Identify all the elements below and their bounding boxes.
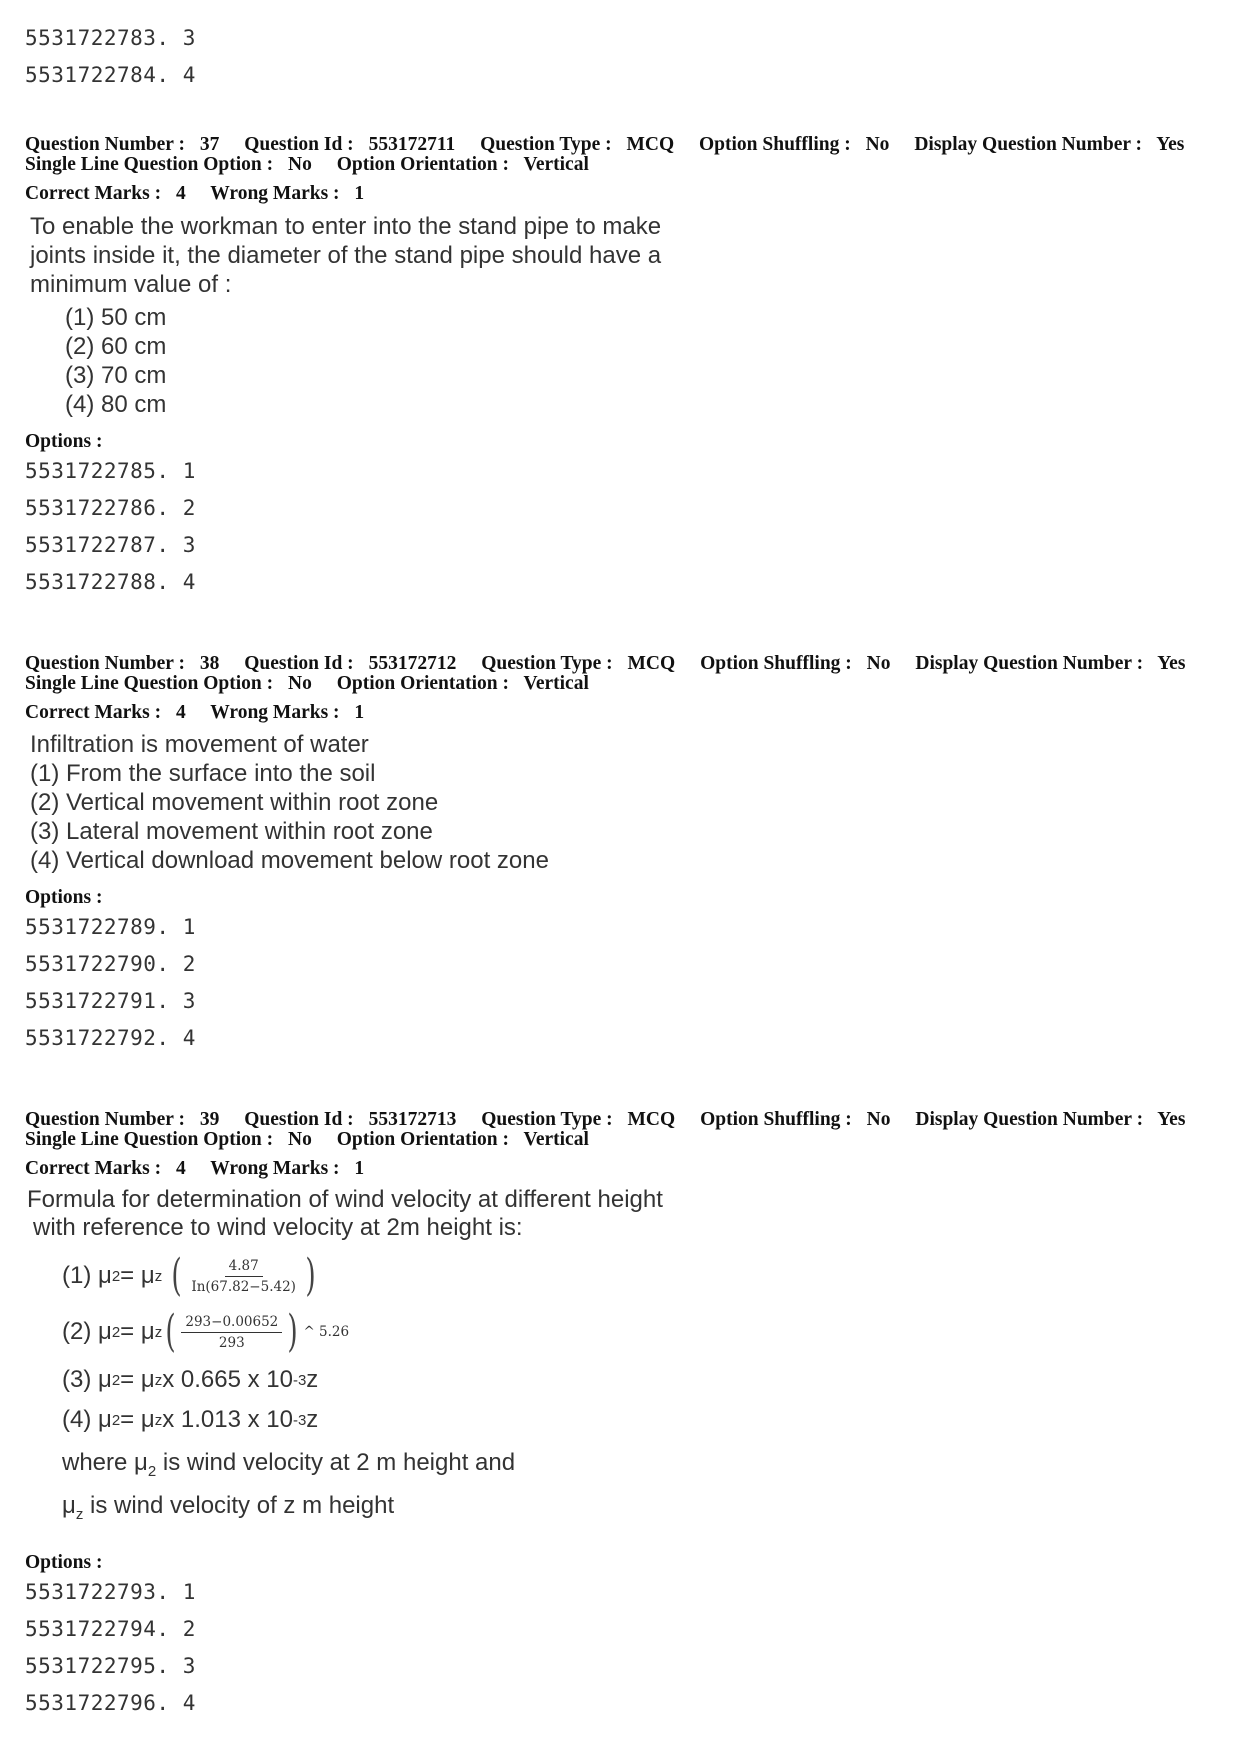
question-id: 553172712 <box>368 653 457 674</box>
question-text-line: (3) Lateral movement within root zone <box>30 818 433 845</box>
question-text-line: with reference to wind velocity at 2m height is: <box>33 1214 523 1241</box>
question-text <box>27 1186 1240 1242</box>
label: Option Shuffling : <box>700 653 852 674</box>
options-label: Options : <box>25 887 103 908</box>
fraction-numerator: 293−0.00652 <box>181 1314 282 1333</box>
option-line: 5531722788. 4 <box>25 570 196 594</box>
option-shuffling: No <box>866 1109 891 1130</box>
option-line: 5531722791. 3 <box>25 989 196 1013</box>
question-text-line: To enable the workman to enter into the stand pipe to make <box>30 213 662 240</box>
fraction <box>187 1258 300 1295</box>
single-line-option: No <box>288 1129 312 1150</box>
question-text-line: (4) Vertical download movement below root zone <box>30 847 549 874</box>
label: Display Question Number : <box>914 134 1143 155</box>
fraction-numerator: 4.87 <box>225 1258 263 1277</box>
option-line: 5531722786. 2 <box>25 496 196 520</box>
legend-line <box>62 1489 1240 1532</box>
label: Question Id : <box>244 653 354 674</box>
formula-choice-4 <box>62 1400 1240 1440</box>
formula-text: where μ <box>62 1449 148 1476</box>
label: Option Shuffling : <box>699 134 851 155</box>
formula-superscript: -3 <box>292 1411 307 1429</box>
formula-choice-1 <box>62 1248 1240 1304</box>
formula-text: z <box>306 1366 319 1393</box>
correct-marks: 4 <box>175 183 186 204</box>
label: Correct Marks : <box>25 1158 162 1179</box>
option-line: 5531722795. 3 <box>25 1653 196 1678</box>
formula-text: (3) μ <box>62 1366 112 1393</box>
options-label: Options : <box>25 1551 103 1573</box>
open-paren: ( <box>171 1250 182 1301</box>
label: Question Number : <box>25 1109 185 1130</box>
formula-superscript: -3 <box>292 1371 307 1389</box>
formula-subscript: 2 <box>111 1267 121 1285</box>
option-line: 5531722790. 2 <box>25 952 196 976</box>
question-text-line: (2) Vertical movement within root zone <box>30 789 439 816</box>
label: Question Number : <box>25 134 185 155</box>
formula-text: z <box>306 1406 319 1433</box>
question-text <box>30 212 1240 299</box>
fraction-denominator: 293 <box>218 1334 245 1351</box>
formula-text: = μ <box>120 1318 155 1345</box>
exponent: ^ 5.26 <box>303 1324 350 1340</box>
options-label: Options : <box>25 431 103 452</box>
question-meta-line-2 <box>25 1130 1240 1150</box>
label: Question Type : <box>481 653 613 674</box>
fraction <box>181 1314 282 1351</box>
label: Question Id : <box>244 1109 354 1130</box>
display-question-number: Yes <box>1156 134 1185 155</box>
option-line: 5531722789. 1 <box>25 915 196 939</box>
label: Correct Marks : <box>25 183 162 204</box>
label: Wrong Marks : <box>210 1158 340 1179</box>
wrong-marks: 1 <box>354 183 365 204</box>
formula-subscript: 2 <box>111 1323 121 1341</box>
single-line-option: No <box>288 673 312 694</box>
formula-text: = μ <box>120 1262 155 1289</box>
option-orientation: Vertical <box>523 154 589 175</box>
formula-subscript: z <box>154 1267 163 1285</box>
question-type: MCQ <box>627 1109 676 1130</box>
label: Display Question Number : <box>915 653 1144 674</box>
formula-text: is wind velocity at 2 m height and <box>156 1449 516 1476</box>
question-number: 39 <box>199 1109 220 1130</box>
option-orientation: Vertical <box>523 1129 589 1150</box>
question-type: MCQ <box>626 134 675 155</box>
correct-marks: 4 <box>175 1158 186 1179</box>
option-orientation: Vertical <box>523 673 589 694</box>
question-number: 38 <box>199 653 220 674</box>
option-line: 5531722792. 4 <box>25 1026 196 1050</box>
option-line: 5531722793. 1 <box>25 1579 196 1604</box>
marks-line <box>25 183 1240 205</box>
question-choices <box>65 303 1240 419</box>
question-text-line: joints inside it, the diameter of the stand pipe should have a <box>30 242 662 269</box>
wrong-marks: 1 <box>354 1158 365 1179</box>
formula-choices <box>62 1248 1240 1532</box>
display-question-number: Yes <box>1157 653 1186 674</box>
question-number: 37 <box>199 134 220 155</box>
question-id: 553172711 <box>368 134 456 155</box>
formula-text: = μ <box>120 1366 155 1393</box>
option-shuffling: No <box>866 653 891 674</box>
close-paren: ) <box>305 1250 316 1301</box>
formula-text: = μ <box>120 1406 155 1433</box>
formula-subscript: z <box>154 1371 163 1389</box>
question-meta-line-1 <box>25 654 1240 674</box>
formula-legend <box>62 1446 1240 1532</box>
formula-text: x 1.013 x 10 <box>162 1406 293 1433</box>
previous-question-options <box>0 20 1240 94</box>
label: Option Orientation : <box>336 1129 509 1150</box>
choice-item: (4) 80 cm <box>65 391 167 418</box>
choice-item: (3) 70 cm <box>65 362 167 389</box>
formula-subscript: z <box>75 1505 84 1523</box>
question-meta-line-1 <box>25 135 1240 155</box>
question-39-block <box>0 1110 1240 1722</box>
question-id: 553172713 <box>368 1109 457 1130</box>
question-meta-line-2 <box>25 674 1240 694</box>
label: Single Line Question Option : <box>25 154 274 175</box>
option-shuffling: No <box>865 134 890 155</box>
formula-subscript: 2 <box>147 1462 157 1480</box>
formula-subscript: z <box>154 1411 163 1429</box>
option-line: 5531722794. 2 <box>25 1616 196 1641</box>
option-line: 5531722784. 4 <box>25 63 196 87</box>
correct-marks: 4 <box>175 702 186 723</box>
question-type: MCQ <box>627 653 676 674</box>
close-paren: ) <box>287 1306 299 1357</box>
label: Question Type : <box>481 1109 613 1130</box>
question-text-line: minimum value of : <box>30 271 232 298</box>
single-line-option: No <box>288 154 312 175</box>
option-line: 5531722785. 1 <box>25 459 196 483</box>
formula-text: μ <box>62 1491 76 1519</box>
label: Single Line Question Option : <box>25 1129 274 1150</box>
question-38-block <box>0 654 1240 1057</box>
choice-item: (1) 50 cm <box>65 304 167 331</box>
question-meta-line-1 <box>25 1110 1240 1130</box>
label: Wrong Marks : <box>210 183 340 204</box>
option-line: 5531722787. 3 <box>25 533 196 557</box>
marks-line <box>25 702 1240 724</box>
formula-text: (4) μ <box>62 1406 112 1433</box>
question-text-line: Formula for determination of wind velocity at different height <box>27 1186 663 1213</box>
label: Display Question Number : <box>915 1109 1144 1130</box>
formula-text: x 0.665 x 10 <box>162 1366 293 1393</box>
label: Question Type : <box>480 134 612 155</box>
fraction-denominator: In(67.82−5.42) <box>191 1278 296 1295</box>
marks-line <box>25 1158 1240 1180</box>
label: Correct Marks : <box>25 702 162 723</box>
legend-line <box>62 1446 1240 1489</box>
formula-choice-2 <box>62 1304 1240 1360</box>
question-text <box>30 730 1240 875</box>
formula-subscript: z <box>154 1323 163 1341</box>
formula-subscript: 2 <box>111 1411 121 1429</box>
open-paren: ( <box>165 1306 176 1357</box>
question-37-block <box>0 135 1240 601</box>
label: Option Shuffling : <box>700 1109 852 1130</box>
label: Question Number : <box>25 653 185 674</box>
option-line: 5531722783. 3 <box>25 26 196 50</box>
choice-item: (2) 60 cm <box>65 333 167 360</box>
label: Single Line Question Option : <box>25 673 274 694</box>
formula-text: is wind velocity of z m height <box>83 1491 395 1519</box>
formula-choice-3 <box>62 1360 1240 1400</box>
formula-text: (1) μ <box>62 1262 112 1289</box>
question-text-line: (1) From the surface into the soil <box>30 760 376 787</box>
formula-subscript: 2 <box>111 1371 121 1389</box>
formula-text: (2) μ <box>62 1318 112 1345</box>
question-meta-line-2 <box>25 155 1240 175</box>
question-text-line: Infiltration is movement of water <box>30 731 369 758</box>
label: Question Id : <box>244 134 354 155</box>
label: Wrong Marks : <box>210 702 340 723</box>
label: Option Orientation : <box>336 673 509 694</box>
display-question-number: Yes <box>1157 1109 1186 1130</box>
label: Option Orientation : <box>336 154 509 175</box>
wrong-marks: 1 <box>354 702 365 723</box>
option-line: 5531722796. 4 <box>25 1690 196 1715</box>
